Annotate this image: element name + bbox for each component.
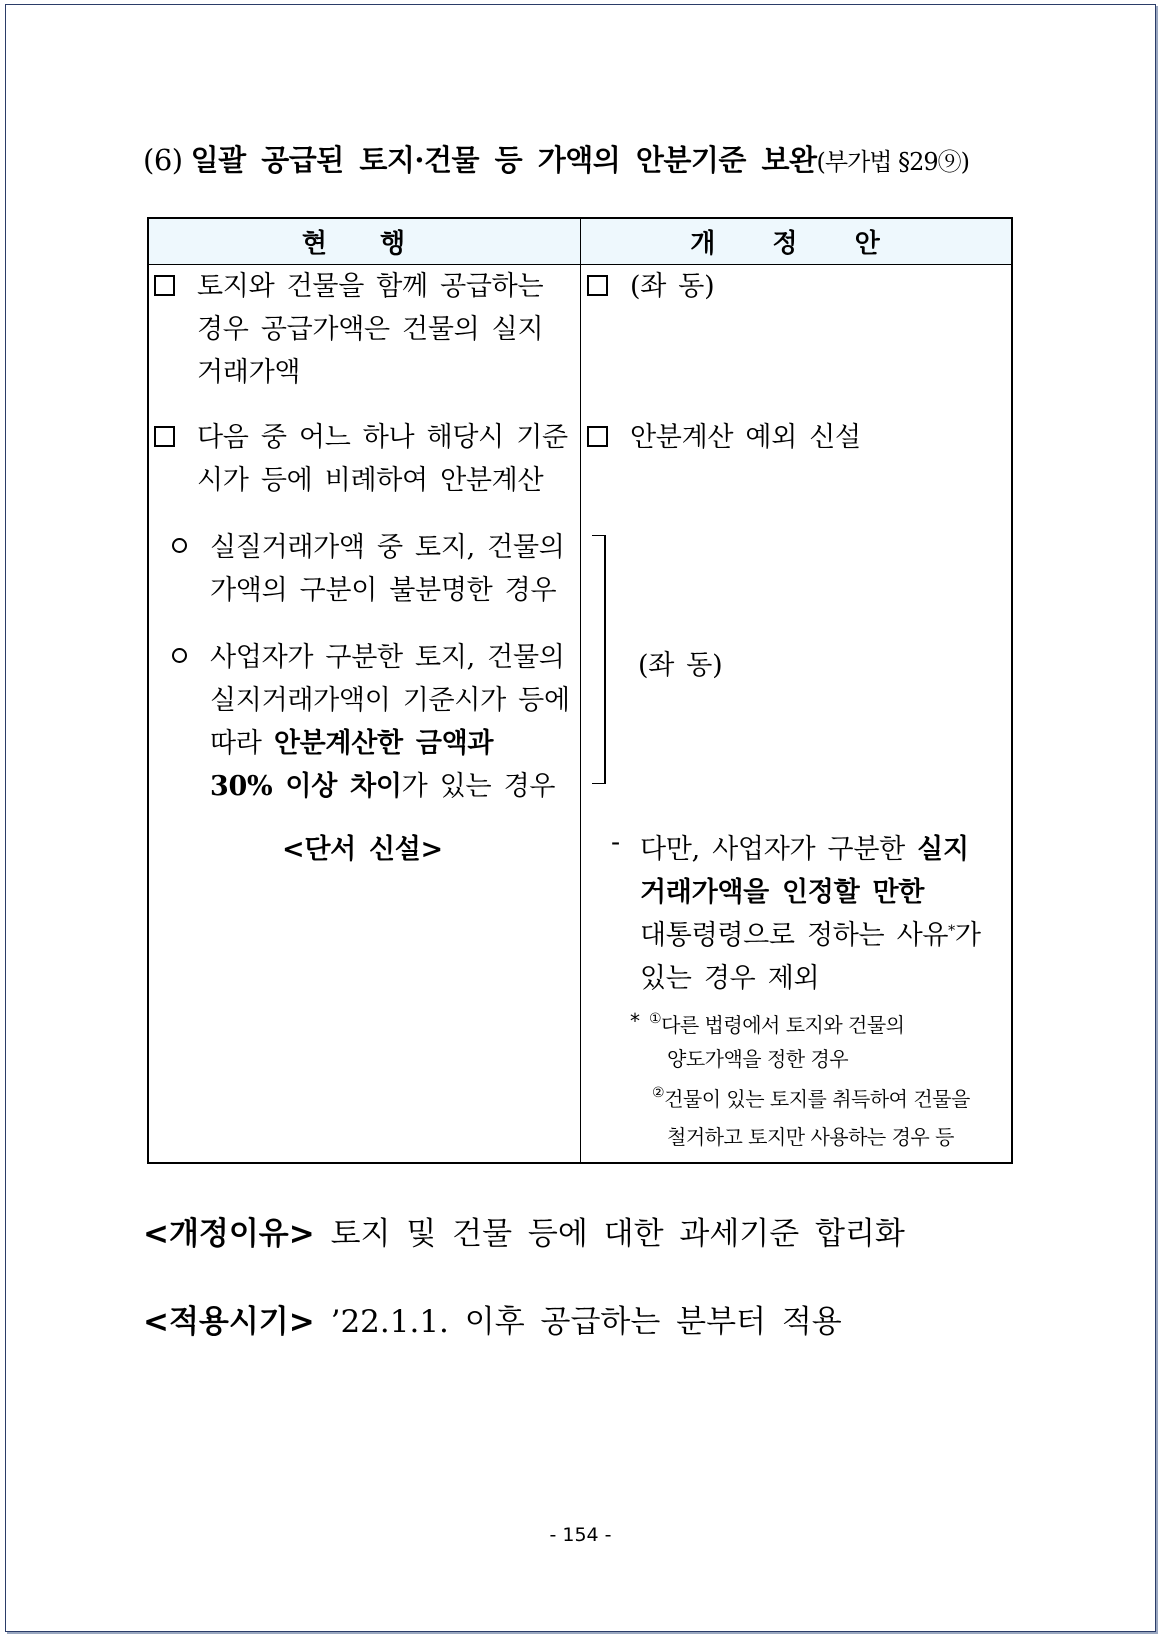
current-sub2-line3-text: 따라	[210, 728, 274, 759]
footnote2-line1	[652, 1083, 970, 1112]
current-item1-line2: 경우 공급가액은 건물의 실지	[197, 314, 544, 345]
footnote2-line2: 철거하고 토지만 사용하는 경우 등	[667, 1125, 954, 1149]
proviso-line1-text: 다만, 사업자가 구분한	[640, 834, 918, 865]
current-sub2-line2: 실지거래가액이 기준시가 등에	[210, 685, 570, 716]
footnote1-line2: 양도가액을 정한 경우	[667, 1047, 849, 1071]
proposed-bracket-same: (좌 동)	[638, 650, 723, 681]
proposed-item2: 안분계산 예외 신설	[630, 422, 861, 453]
current-sub2-line3	[210, 721, 493, 760]
header-current: 현 행	[301, 229, 428, 259]
effective-tag: <적용시기>	[143, 1304, 315, 1340]
effective-date	[143, 1296, 842, 1341]
reason-tag: <개정이유>	[143, 1216, 315, 1252]
proviso-line1	[640, 827, 969, 866]
footnote-star: *	[630, 1009, 640, 1033]
current-sub1-line2: 가액의 구분이 불분명한 경우	[210, 575, 557, 606]
current-sub2-line1: 사업자가 구분한 토지, 건물의	[210, 642, 565, 673]
comparison-table	[147, 217, 1013, 1164]
current-sub2-line4	[210, 764, 555, 803]
current-sub1-line1: 실질거래가액 중 토지, 건물의	[210, 532, 565, 563]
new-proviso-label: <단서 신설>	[282, 834, 443, 865]
section-title: 일괄 공급된 토지·건물 등 가액의 안분기준 보완	[190, 143, 817, 177]
current-sub2-line4-text: 가 있는 경우	[401, 771, 556, 802]
current-item2-line2: 시가 등에 비례하여 안분계산	[197, 465, 544, 496]
checkbox-square-icon	[587, 275, 608, 296]
footnote-marker: *	[948, 923, 955, 939]
checkbox-square-icon	[154, 426, 175, 447]
law-reference: (부가법 §29⑨)	[816, 148, 969, 176]
reason-text: 토지 및 건물 등에 대한 과세기준 합리화	[330, 1216, 905, 1252]
page-number: - 154 -	[549, 1524, 612, 1546]
header-proposed: 개 정 안	[690, 229, 904, 259]
footnote2-line1-text: 건물이 있는 토지를 취득하여 건물을	[664, 1087, 970, 1111]
section-heading	[143, 138, 969, 179]
effective-text: ’22.1.1. 이후 공급하는 분부터 적용	[330, 1304, 842, 1340]
current-sub2-line4-bold: 30% 이상 차이	[210, 771, 402, 802]
checkbox-square-icon	[587, 426, 608, 447]
proviso-line3	[640, 913, 981, 952]
current-sub2-line3-bold: 안분계산한 금액과	[273, 728, 494, 759]
proviso-dash: -	[611, 827, 620, 858]
proviso-line3-text: 대통령령으로 정하는 사유	[640, 920, 949, 951]
footnote1-line1	[649, 1009, 904, 1038]
current-item1-line3: 거래가액	[197, 357, 301, 388]
current-item2-line1: 다음 중 어느 하나 해당시 기준	[197, 422, 568, 453]
proviso-line1-bold: 실지	[917, 834, 969, 865]
column-divider	[580, 219, 581, 1162]
section-number: (6)	[143, 143, 183, 177]
footnote1-mark: ①	[649, 1011, 662, 1027]
current-item1-line1: 토지와 건물을 함께 공급하는	[197, 271, 544, 302]
proviso-line2: 거래가액을 인정할 만한	[640, 877, 925, 908]
amendment-reason	[143, 1208, 905, 1253]
bullet-circle-icon	[172, 538, 187, 553]
proviso-line4: 있는 경우 제외	[640, 963, 820, 994]
footnote1-line1-text: 다른 법령에서 토지와 건물의	[661, 1013, 905, 1037]
proviso-line3-end: 가	[954, 920, 981, 951]
right-bracket	[592, 535, 606, 784]
footnote2-mark: ②	[652, 1085, 665, 1101]
checkbox-square-icon	[154, 275, 175, 296]
bullet-circle-icon	[172, 648, 187, 663]
proposed-item1: (좌 동)	[630, 271, 715, 302]
